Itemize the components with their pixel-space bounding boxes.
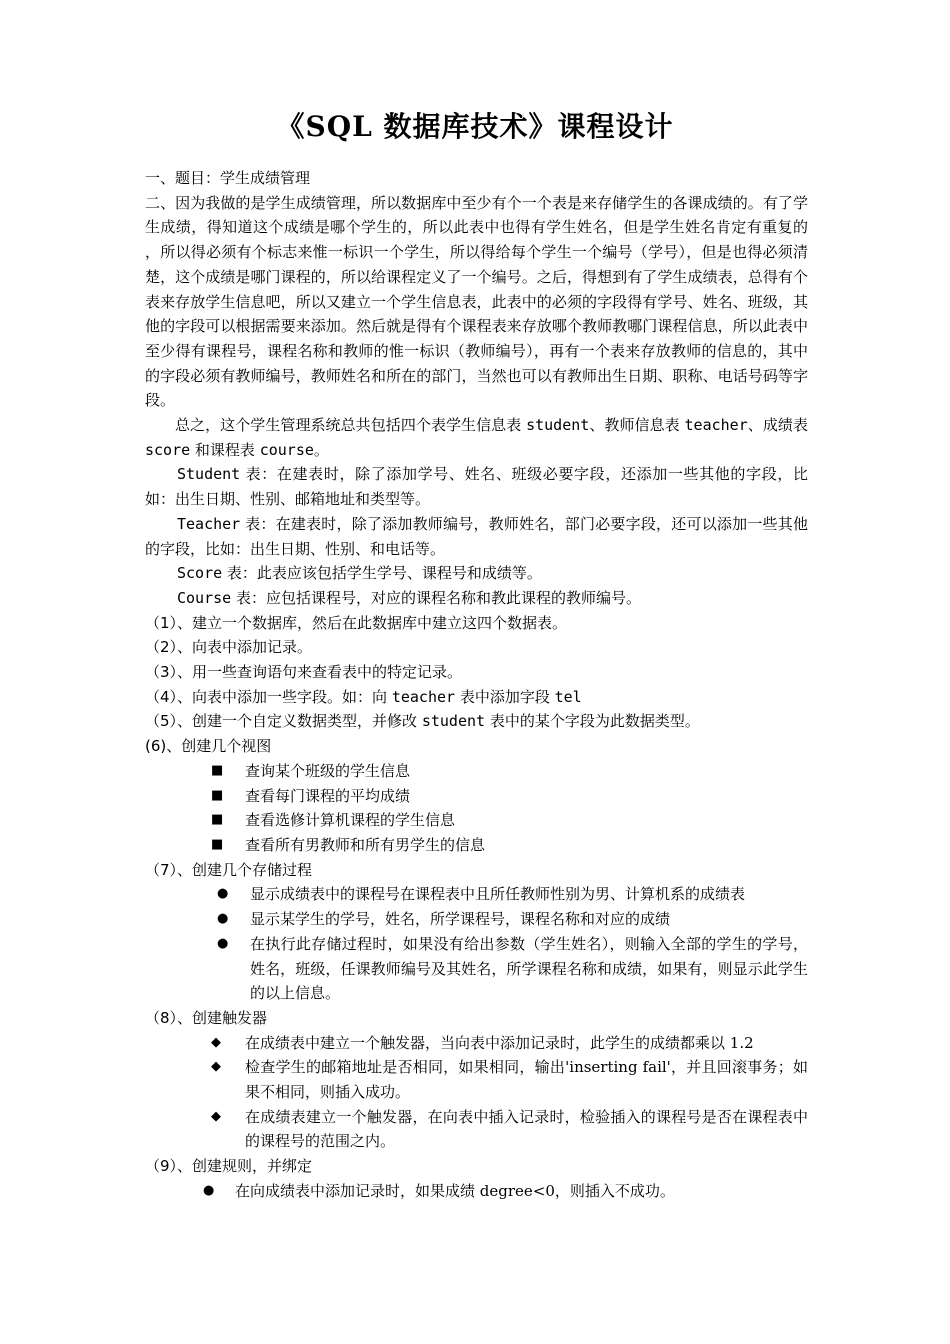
teacher-table-name: teacher bbox=[684, 416, 748, 435]
view-item bbox=[145, 808, 808, 833]
item-text: 、创建一个自定义数据类型，并修改 bbox=[177, 712, 422, 731]
task-item-2 bbox=[145, 635, 808, 660]
trigger-item bbox=[145, 1055, 808, 1104]
table-desc-text: 表：在建表时，除了添加教师编号，教师姓名，部门必要字段，还可以添加一些其他的字段，比如：出生日期、性别、和电话等。 bbox=[145, 514, 808, 558]
table-name: Student bbox=[177, 465, 241, 484]
course-table-name: course bbox=[259, 440, 314, 459]
field-name: tel bbox=[554, 687, 582, 706]
rule-item bbox=[145, 1179, 808, 1204]
task-item-5 bbox=[145, 709, 808, 734]
view-text: 查看每门课程的平均成绩 bbox=[245, 786, 411, 805]
diamond-bullet-icon: ◆ bbox=[211, 1034, 221, 1050]
view-item bbox=[145, 759, 808, 784]
square-bullet-icon: ■ bbox=[211, 812, 224, 828]
student-table-name: student bbox=[421, 712, 486, 731]
topic-line: 一、题目：学生成绩管理 bbox=[145, 169, 311, 187]
trigger-item bbox=[145, 1031, 808, 1056]
item-text: 表中添加字段 bbox=[455, 687, 555, 706]
diamond-bullet-icon: ◆ bbox=[211, 1108, 221, 1124]
task-item-4 bbox=[145, 685, 808, 710]
item-text: 、创建几个视图 bbox=[166, 737, 272, 756]
procedure-item bbox=[145, 907, 808, 932]
item-number: （4） bbox=[145, 687, 178, 706]
rule-text: 在向成绩表中添加记录时，如果成绩 degree<0，则插入不成功。 bbox=[235, 1181, 675, 1200]
score-table-desc bbox=[145, 561, 808, 586]
diamond-bullet-icon: ◆ bbox=[211, 1059, 221, 1075]
task-item-6 bbox=[145, 734, 808, 759]
view-item bbox=[145, 833, 808, 858]
summary-text: 。 bbox=[313, 440, 329, 459]
item-text: 表中的某个字段为此数据类型。 bbox=[485, 712, 700, 731]
circle-bullet-icon: ● bbox=[203, 1182, 215, 1198]
item-number: （5） bbox=[145, 712, 178, 731]
table-name: Course bbox=[177, 588, 232, 607]
item-number: (6) bbox=[145, 737, 167, 756]
trigger-text: 检查学生的邮箱地址是否相同，如果相同，输出'inserting fail'，并且回滚事务；如果不相同，则插入成功。 bbox=[245, 1058, 808, 1102]
item-text: 、创建触发器 bbox=[177, 1008, 268, 1027]
view-text: 查询某个班级的学生信息 bbox=[245, 761, 411, 780]
student-table-name: student bbox=[526, 416, 590, 435]
intro-paragraph: 二、因为我做的是学生成绩管理，所以数据库中至少有个一个表是来存储学生的各课成绩的。有了学生成绩，得知道这个成绩是哪个学生的，所以此表中也得有学生姓名，但是学生姓名肯定有重复的 ，所以得必须有个标志来惟一标识一个学生，所以得给每个学生一个编号（学号），但是也得必须清楚，这个成绩是哪门课程的，所以给课程定义了一个编号。之后，得想到有了学生成绩表，总得有个表来存放学生信息吧，所以又建立一个学生信息表，此表中的必须的字段得有学号、姓名、班级，其他的字段可以根据需要来添加。然后就是得有个课程表来存放哪个教师教哪门课程信息，所以此表中至少得有课程号，课程名称和教师的惟一标识（教师编号），再有一个表来存放教师的信息的，其中的字段必须有教师编号，教师姓名和所在的部门，当然也可以有教师出生日期、职称、电话号码等字段。 bbox=[145, 193, 808, 410]
trigger-item bbox=[145, 1105, 808, 1154]
item-text: 、建立一个数据库，然后在此数据库中建立这四个数据表。 bbox=[177, 613, 568, 632]
item-number: （3） bbox=[145, 663, 178, 682]
summary-text: 和课程表 bbox=[190, 440, 260, 459]
procedure-item bbox=[145, 882, 808, 907]
summary-text: 、成绩表 bbox=[747, 416, 808, 435]
page-title: 《SQL 数据库技术》课程设计 bbox=[276, 110, 674, 143]
task-item-8 bbox=[145, 1006, 808, 1031]
item-text: 、向表中添加一些字段。如：向 bbox=[177, 687, 392, 706]
item-number: （9） bbox=[145, 1157, 178, 1176]
trigger-text: 在成绩表中建立一个触发器，当向表中添加记录时，此学生的成绩都乘以 1.2 bbox=[245, 1033, 754, 1052]
procedure-text: 在执行此存储过程时，如果没有给出参数（学生姓名），则输入全部的学生的学号，姓名，班级，任课教师编号及其姓名，所学课程名称和成绩，如果有，则显示此学生的以上信息。 bbox=[250, 934, 808, 1003]
item-text: 、用一些查询语句来查看表中的特定记录。 bbox=[177, 663, 463, 682]
table-desc-text: 表：应包括课程号，对应的课程名称和教此课程的教师编号。 bbox=[231, 588, 641, 607]
student-table-desc bbox=[145, 462, 808, 511]
task-item-3 bbox=[145, 660, 808, 685]
circle-bullet-icon: ● bbox=[217, 886, 229, 902]
procedure-item bbox=[145, 932, 808, 1006]
table-desc-text: 表：在建表时，除了添加学号、姓名、班级必要字段，还添加一些其他的字段，比如：出生日期、性别、邮箱地址和类型等。 bbox=[145, 465, 808, 509]
item-text: 、向表中添加记录。 bbox=[177, 638, 313, 657]
view-text: 查看所有男教师和所有男学生的信息 bbox=[245, 835, 486, 854]
item-text: 、创建几个存储过程 bbox=[177, 860, 313, 879]
item-number: （8） bbox=[145, 1008, 178, 1027]
square-bullet-icon: ■ bbox=[211, 787, 224, 803]
view-item bbox=[145, 784, 808, 809]
summary-text: 总之，这个学生管理系统总共包括四个表学生信息表 bbox=[175, 416, 527, 435]
item-number: （7） bbox=[145, 860, 178, 879]
table-name: Teacher bbox=[177, 514, 241, 533]
square-bullet-icon: ■ bbox=[211, 762, 224, 778]
teacher-table-desc bbox=[145, 512, 808, 561]
course-table-desc bbox=[145, 586, 808, 611]
document-body bbox=[145, 166, 808, 1204]
view-text: 查看选修计算机课程的学生信息 bbox=[245, 811, 456, 830]
task-item-7 bbox=[145, 858, 808, 883]
procedure-text: 显示成绩表中的课程号在课程表中且所任教师性别为男、计算机系的成绩表 bbox=[250, 885, 746, 904]
table-name: Score bbox=[177, 564, 223, 583]
table-desc-text: 表：此表应该包括学生学号、课程号和成绩等。 bbox=[222, 564, 542, 583]
circle-bullet-icon: ● bbox=[217, 911, 229, 927]
teacher-table-name: teacher bbox=[391, 687, 456, 706]
score-table-name: score bbox=[145, 440, 191, 459]
circle-bullet-icon: ● bbox=[217, 935, 229, 951]
procedure-text: 显示某学生的学号，姓名，所学课程号，课程名称和对应的成绩 bbox=[250, 910, 671, 929]
task-item-9 bbox=[145, 1154, 808, 1179]
item-number: （2） bbox=[145, 638, 178, 657]
summary-text: 、教师信息表 bbox=[589, 416, 685, 435]
trigger-text: 在成绩表建立一个触发器，在向表中插入记录时，检验插入的课程号是否在课程表中的课程号的范围之内。 bbox=[245, 1107, 808, 1151]
summary-paragraph bbox=[145, 413, 808, 462]
item-text: 、创建规则，并绑定 bbox=[177, 1157, 313, 1176]
task-item-1 bbox=[145, 611, 808, 636]
item-number: （1） bbox=[145, 613, 178, 632]
square-bullet-icon: ■ bbox=[211, 836, 224, 852]
